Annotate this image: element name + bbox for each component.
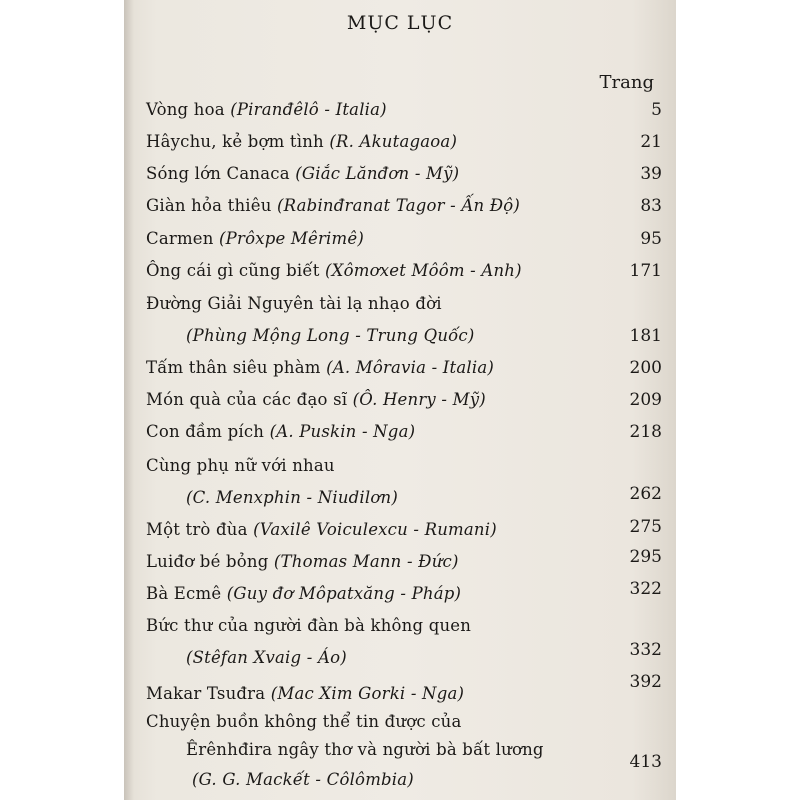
book-page	[124, 0, 676, 800]
story-title: Giàn hỏa thiêu	[146, 196, 272, 215]
toc-entry	[146, 712, 462, 731]
story-author: (Thomas Mann - Đức)	[273, 552, 459, 571]
story-title: Makar Tsuđra	[146, 684, 266, 703]
story-author: (Ô. Henry - Mỹ)	[352, 390, 486, 409]
page-number: 413	[629, 752, 662, 772]
toc-entry	[146, 616, 471, 635]
toc-entry-continuation	[186, 488, 398, 507]
story-title: Cùng phụ nữ với nhau	[146, 456, 335, 475]
page-number: 262	[629, 484, 662, 504]
page-column-header: Trang	[599, 72, 654, 93]
page-number: 181	[629, 326, 662, 346]
page-number: 209	[629, 390, 662, 410]
story-title: Con đầm pích	[146, 422, 265, 441]
toc-entry	[146, 294, 442, 313]
page-number: 218	[629, 422, 662, 442]
story-author: (Piranđêlô - Italia)	[230, 100, 387, 119]
story-title: Món quà của các đạo sĩ	[146, 390, 348, 409]
toc-entry	[146, 390, 486, 409]
toc-entry	[146, 261, 522, 280]
page-number: 200	[629, 358, 662, 378]
page-number: 171	[629, 261, 662, 281]
story-title: Hâychu, kẻ bợm tình	[146, 132, 324, 151]
toc-entry	[146, 684, 464, 703]
story-title: Tấm thân siêu phàm	[146, 358, 321, 377]
story-author: (Vaxilê Voiculexcu - Rumani)	[253, 520, 497, 539]
story-title: Sóng lớn Canaca	[146, 164, 290, 183]
toc-entry	[146, 132, 457, 151]
story-author: (C. Menxphin - Niudilơn)	[186, 488, 398, 507]
story-title: Luiđơ bé bỏng	[146, 552, 269, 571]
table-of-contents	[124, 0, 676, 800]
page-number: 95	[640, 229, 662, 249]
page-number: 21	[640, 132, 662, 152]
toc-entry	[146, 584, 461, 603]
story-author: (Giắc Lănđơn - Mỹ)	[295, 164, 460, 183]
toc-entry	[146, 196, 520, 215]
toc-entry	[146, 229, 364, 248]
toc-entry	[146, 164, 459, 183]
story-author: (Mac Xim Gorki - Nga)	[270, 684, 465, 703]
page-title: MỤC LỤC	[346, 12, 454, 34]
story-title: Đường Giải Nguyên tài lạ nhạo đời	[146, 294, 442, 313]
story-title: Một trò đùa	[146, 520, 248, 539]
toc-entry-continuation	[186, 740, 544, 759]
story-author: (A. Puskin - Nga)	[269, 422, 416, 441]
toc-entry	[146, 552, 459, 571]
toc-entry	[146, 422, 415, 441]
story-author: (Guy đơ Môpatxăng - Pháp)	[226, 584, 462, 603]
page-number: 392	[629, 672, 662, 692]
toc-entry-continuation	[192, 770, 414, 789]
story-author: (Stêfan Xvaig - Áo)	[186, 648, 347, 667]
story-title: Chuyện buồn không thể tin được của	[146, 712, 462, 731]
story-title: Carmen	[146, 229, 214, 248]
story-title: Bức thư của người đàn bà không quen	[146, 616, 472, 635]
story-title: Vòng hoa	[146, 100, 225, 119]
page-number: 5	[651, 100, 662, 120]
story-author: (Phùng Mộng Long - Trung Quốc)	[186, 326, 475, 345]
story-title: Ông cái gì cũng biết	[146, 261, 320, 280]
page-number: 83	[640, 196, 662, 216]
page-number: 322	[629, 579, 662, 599]
story-author: (G. G. Mackết - Côlômbia)	[192, 770, 414, 789]
toc-entry-continuation	[186, 648, 347, 667]
story-author: (Rabinđranat Tagor - Ấn Độ)	[277, 196, 521, 215]
page-number: 39	[640, 164, 662, 184]
story-author: (Prôxpe Mêrimê)	[219, 229, 364, 248]
story-author: (Xômơxet Môôm - Anh)	[325, 261, 522, 280]
story-title: Bà Ecmê	[146, 584, 222, 603]
story-author: (R. Akutagaoa)	[329, 132, 458, 151]
toc-entry	[146, 520, 497, 539]
toc-entry-continuation	[186, 326, 475, 345]
toc-entry	[146, 456, 335, 475]
page-number: 275	[629, 517, 662, 537]
story-author: (A. Môravia - Italia)	[326, 358, 495, 377]
page-number: 295	[629, 547, 662, 567]
toc-entry	[146, 358, 494, 377]
story-title-continued: Êrênhđira ngây thơ và người bà bất lương	[186, 740, 544, 759]
page-number: 332	[629, 640, 662, 660]
toc-entry	[146, 100, 387, 119]
